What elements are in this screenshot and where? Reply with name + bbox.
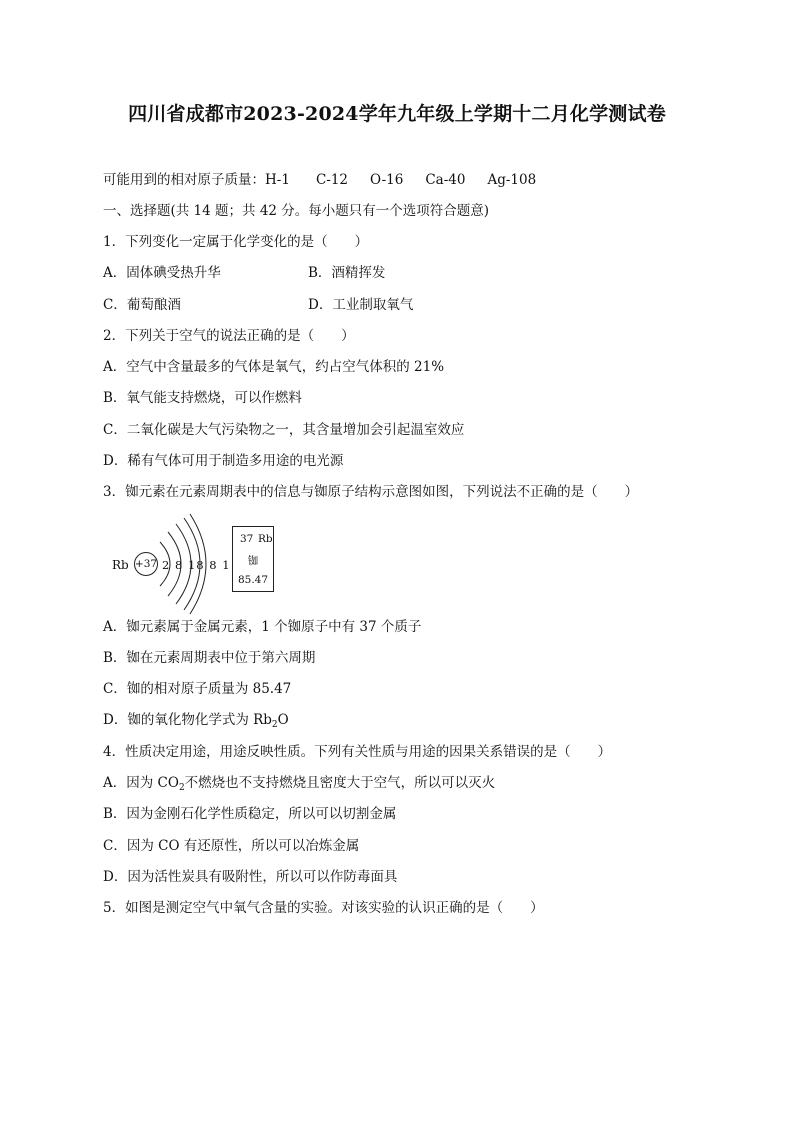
option-a-text: 不燃烧也不支持燃烧且密度大于空气，所以可以灭火	[184, 775, 496, 791]
question-3-stem: 3．铷元素在元素周期表中的信息与铷原子结构示意图如图，下列说法不正确的是（ ）	[103, 484, 639, 500]
atomic-mass-item: Ag-108	[487, 172, 537, 188]
nucleus-charge: +37	[134, 558, 158, 570]
question-1-options-cd	[103, 296, 703, 314]
option-d	[103, 711, 289, 734]
option-c: C．因为 CO 有还原性，所以可以冶炼金属	[103, 838, 360, 854]
option-d: D．因为活性炭具有吸附性，所以可以作防毒面具	[103, 869, 398, 885]
option-c: C．二氧化碳是大气污染物之一，其含量增加会引起温室效应	[103, 422, 465, 438]
page-title: 四川省成都市2023-2024学年九年级上学期十二月化学测试卷	[128, 103, 666, 125]
section-heading: 一、选择题(共 14 题；共 42 分。每小题只有一个选项符合题意)	[103, 203, 490, 219]
option-d-text: D．铷的氧化物化学式为 Rb	[103, 712, 272, 728]
question-5-stem: 5．如图是测定空气中氧气含量的实验。对该实验的认识正确的是（ ）	[103, 900, 544, 916]
option-a: A．固体碘受热升华	[103, 265, 221, 281]
option-a: A．空气中含量最多的气体是氧气，约占空气体积的 21%	[103, 359, 445, 375]
option-d: D．工业制取氧气	[308, 297, 414, 313]
option-c: C．葡萄酿酒	[103, 297, 181, 313]
atomic-number: 37	[240, 533, 254, 545]
element-name: 铷	[247, 555, 259, 567]
atom-symbol-label: Rb	[112, 558, 129, 572]
subscript: 2	[178, 783, 185, 793]
question-4-stem: 4．性质决定用途，用途反映性质。下列有关性质与用途的因果关系错误的是（ ）	[103, 744, 612, 760]
subscript: 2	[271, 720, 278, 730]
element-symbol: Rb	[258, 533, 273, 545]
periodic-table-cell	[232, 526, 274, 592]
relative-atomic-mass: 85.47	[237, 574, 269, 586]
electron-shell-counts: 2 8 18 8 1	[162, 558, 231, 572]
option-a: A．铷元素属于金属元素，1 个铷原子中有 37 个质子	[103, 619, 422, 635]
option-b: B．铷在元素周期表中位于第六周期	[103, 650, 316, 666]
atomic-masses-label: 可能用到的相对原子质量：H-1	[103, 172, 290, 188]
question-2-stem: 2．下列关于空气的说法正确的是（ ）	[103, 328, 355, 344]
option-c: C．铷的相对原子质量为 85.47	[103, 681, 292, 697]
option-b: B．酒精挥发	[308, 265, 386, 281]
option-d-text: O	[277, 712, 289, 728]
option-b: B．氧气能支持燃烧，可以作燃料	[103, 390, 302, 406]
question-1-options-ab	[103, 264, 703, 282]
atomic-mass-item: O-16	[370, 172, 404, 188]
atomic-masses-line	[103, 171, 558, 189]
option-d: D．稀有气体可用于制造多用途的电光源	[103, 453, 344, 469]
option-a-text: A．因为 CO	[103, 775, 179, 791]
atomic-mass-item: C-12	[315, 172, 349, 188]
option-a	[103, 774, 495, 797]
question-1-stem: 1．下列变化一定属于化学变化的是（ ）	[103, 234, 369, 250]
electron-shell-arcs	[140, 512, 220, 616]
atomic-mass-item: Ca-40	[425, 172, 466, 188]
option-b: B．因为金刚石化学性质稳定，所以可以切割金属	[103, 806, 397, 822]
